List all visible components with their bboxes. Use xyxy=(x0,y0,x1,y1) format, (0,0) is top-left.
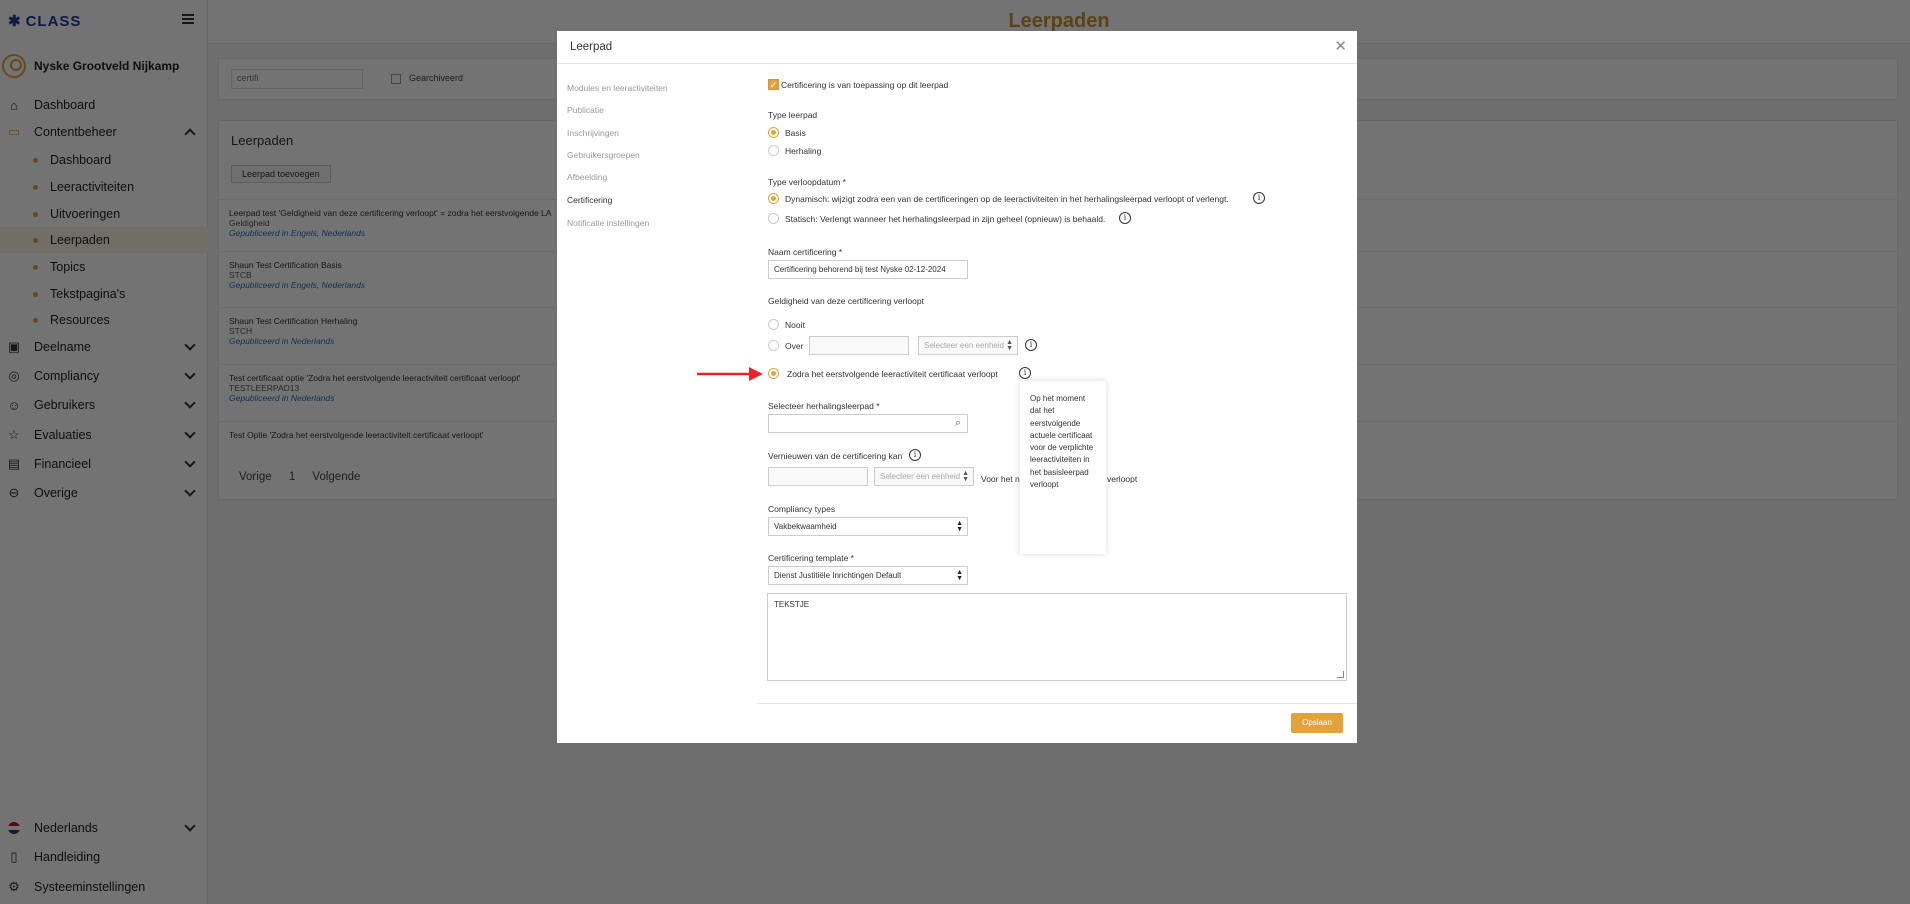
renew-label: Vernieuwen van de certificering kan xyxy=(768,451,903,461)
template-label: Certificering template * xyxy=(768,553,854,563)
tab-gebruikersgroepen[interactable]: Gebruikersgroepen xyxy=(567,150,640,160)
type-label: Type leerpad xyxy=(768,110,818,120)
validity-never-radio[interactable] xyxy=(768,319,779,330)
tab-publicatie[interactable]: Publicatie xyxy=(567,105,604,115)
tab-modules[interactable]: Modules en leeractiviteiten xyxy=(567,83,668,93)
dialog-title: Leerpad xyxy=(570,41,613,53)
expiry-dynamic-label: Dynamisch: wijzigt zodra een van de certificeringen op de leeractiviteiten in het herhalingsleerpad verloopt of verlengt. xyxy=(785,194,1229,204)
compliancy-value: Vakbekwaamheid xyxy=(774,522,837,531)
tab-certificering[interactable]: Certificering xyxy=(567,195,613,205)
certificate-text: TEKSTJE xyxy=(774,600,810,609)
close-icon[interactable]: ✕ xyxy=(1334,38,1347,55)
certificate-text-area[interactable] xyxy=(767,593,1347,681)
renew-unit-select[interactable] xyxy=(874,467,974,486)
validity-never-label: Nooit xyxy=(785,320,805,330)
select-arrows-icon: ▲ ▼ xyxy=(1006,339,1013,352)
expiry-dynamic-radio[interactable] xyxy=(768,193,779,204)
type-herhaling-radio[interactable] xyxy=(768,145,779,156)
tab-afbeelding[interactable]: Afbeelding xyxy=(567,172,608,182)
renew-suffix-text: Voor het n xyxy=(981,474,1020,484)
renew-suffix-text-end: verloopt xyxy=(1107,474,1138,484)
tab-inschrijvingen[interactable]: Inschrijvingen xyxy=(567,128,619,138)
info-tooltip: Op het moment dat het eerstvolgende actuele certificaat voor de verplichte leeractiviteiten in het basisleerpad verloopt xyxy=(1020,381,1106,554)
repeat-path-label: Selecteer herhalingsleerpad * xyxy=(768,401,880,411)
compliancy-select[interactable] xyxy=(768,517,968,536)
certification-checkbox[interactable]: ✓ xyxy=(769,80,778,90)
validity-label: Geldigheid van deze certificering verloopt xyxy=(768,296,924,306)
validity-over-label: Over xyxy=(785,341,804,351)
renew-amount-input[interactable] xyxy=(768,467,868,486)
info-icon[interactable]: i xyxy=(1253,192,1265,204)
certification-checkbox-label: Certificering is van toepassing op dit leerpad xyxy=(781,80,949,90)
unit-select-placeholder: Selecteer een eenheid xyxy=(880,472,961,481)
expiry-type-label: Type verloopdatum * xyxy=(768,177,846,187)
expiry-static-radio[interactable] xyxy=(768,213,779,224)
expiry-static-label: Statisch: Verlengt wanneer het herhalingsleerpad in zijn geheel (opnieuw) is behaald. xyxy=(785,214,1106,224)
unit-select-placeholder: Selecteer een eenheid xyxy=(924,341,1005,350)
validity-next-label: Zodra het eerstvolgende leeractiviteit certificaat verloopt xyxy=(787,369,998,379)
type-basis-label: Basis xyxy=(785,128,806,138)
template-select[interactable] xyxy=(768,566,968,585)
certification-name-input[interactable]: Certificering behorend bij test Nyske 02-12-2024 xyxy=(768,260,968,279)
validity-over-radio[interactable] xyxy=(768,340,779,351)
validity-amount-input[interactable] xyxy=(809,336,909,355)
info-icon[interactable]: i xyxy=(909,449,921,461)
tab-notificatie-instellingen[interactable]: Notificatie instellingen xyxy=(567,218,650,228)
dialog-header xyxy=(557,31,1357,64)
type-basis-radio[interactable] xyxy=(768,127,779,138)
learning-path-dialog xyxy=(557,31,1357,743)
annotation-arrow-icon xyxy=(697,366,763,382)
validity-next-radio[interactable] xyxy=(768,368,779,379)
resize-handle-icon[interactable] xyxy=(1337,671,1344,678)
type-herhaling-label: Herhaling xyxy=(785,146,822,156)
save-button[interactable]: Opslaan xyxy=(1291,713,1343,733)
template-value: Dienst Justitiële Inrichtingen Default xyxy=(774,571,902,580)
select-arrows-icon: ▲ ▼ xyxy=(962,470,969,483)
info-icon[interactable]: i xyxy=(1019,367,1031,379)
dialog-footer-divider xyxy=(757,703,1357,704)
repeat-path-search-input[interactable] xyxy=(768,414,968,433)
info-icon[interactable]: i xyxy=(1119,212,1131,224)
info-icon[interactable]: i xyxy=(1025,339,1037,351)
validity-unit-select[interactable] xyxy=(918,336,1018,355)
certification-name-label: Naam certificering * xyxy=(768,247,843,257)
select-arrows-icon: ▲ ▼ xyxy=(956,569,963,582)
select-arrows-icon: ▲ ▼ xyxy=(956,520,963,533)
search-icon: ⌕ xyxy=(954,417,961,429)
compliancy-label: Compliancy types xyxy=(768,504,836,514)
